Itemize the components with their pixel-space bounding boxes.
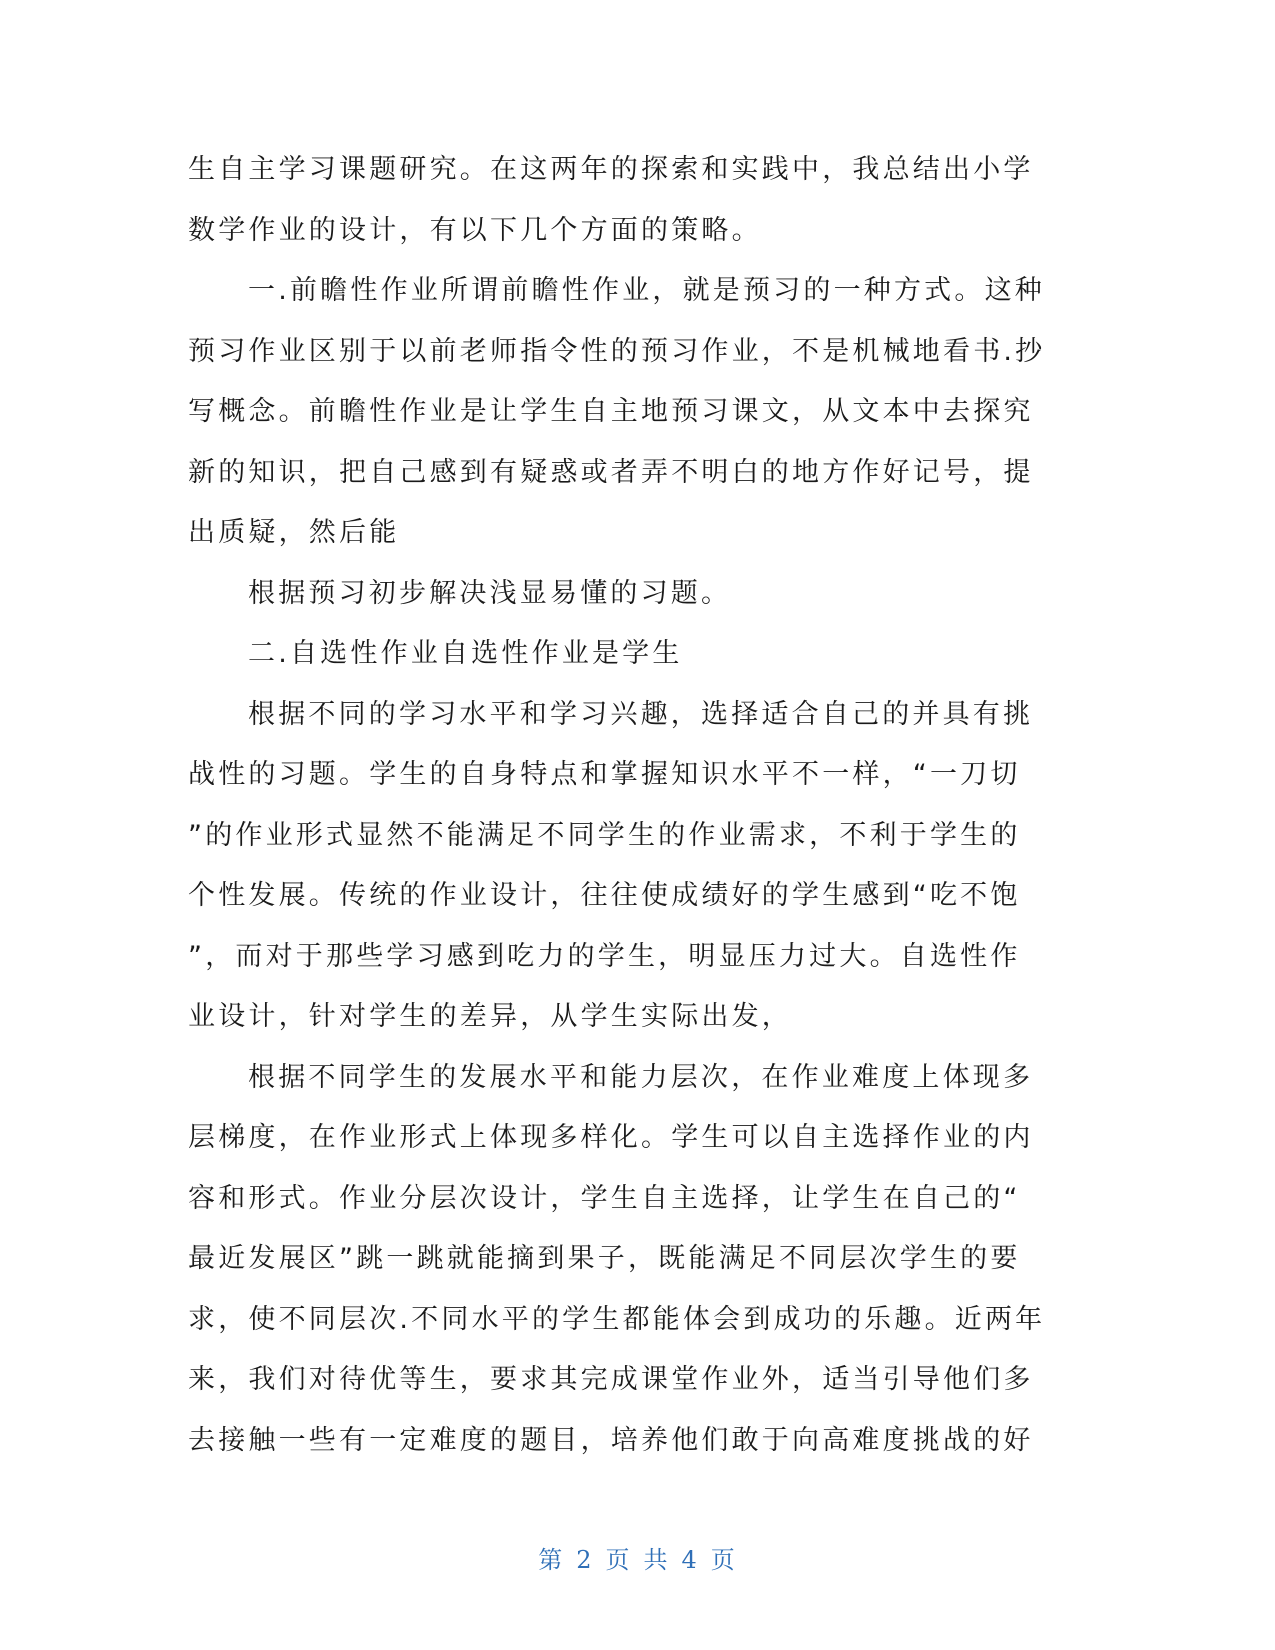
document-body [188,140,1068,1471]
text-line: 战性的习题。学生的自身特点和掌握知识水平不一样，“一刀切 [188,759,1021,790]
text-line: 一.前瞻性作业所谓前瞻性作业，就是预习的一种方式。这种 [248,275,1045,306]
text-line: 容和形式。作业分层次设计，学生自主选择，让学生在自己的“ [188,1182,1021,1214]
text-line: 个性发展。传统的作业设计，往往使成绩好的学生感到“吃不饱 [188,880,1021,911]
text-line: 二.自选性作业自选性作业是学生 [248,638,683,669]
page-footer [0,1540,1275,1575]
text-line: ”，而对于那些学习感到吃力的学生，明显压力过大。自选性作 [188,940,1021,972]
text-line: 数学作业的设计，有以下几个方面的策略。 [188,214,762,246]
text-line: 预习作业区别于以前老师指令性的预习作业，不是机械地看书.抄 [188,335,1046,367]
text-line: 新的知识，把自己感到有疑惑或者弄不明白的地方作好记号，提 [188,456,1034,488]
text-line: 业设计，针对学生的差异，从学生实际出发， [188,1001,792,1032]
text-line: 根据不同的学习水平和学习兴趣，选择适合自己的并具有挑 [248,698,1034,730]
footer-current-page: 2 [576,1546,594,1574]
text-line: 层梯度，在作业形式上体现多样化。学生可以自主选择作业的内 [188,1122,1034,1153]
text-line: 根据不同学生的发展水平和能力层次，在作业难度上体现多 [248,1061,1034,1093]
text-line: 最近发展区”跳一跳就能摘到果子，既能满足不同层次学生的要 [188,1243,1021,1274]
text-line: 求，使不同层次.不同水平的学生都能体会到成功的乐趣。近两年 [188,1303,1046,1335]
text-line: 出质疑，然后能 [188,517,400,548]
text-line: 来，我们对待优等生，要求其完成课堂作业外，适当引导他们多 [188,1364,1034,1395]
text-line: 去接触一些有一定难度的题目，培养他们敢于向高难度挑战的好 [188,1424,1034,1456]
footer-total-pages: 4 [681,1546,699,1574]
text-line: 生自主学习课题研究。在这两年的探索和实践中，我总结出小学 [188,154,1034,185]
text-line: 根据预习初步解决浅显易懂的习题。 [248,577,732,609]
text-line: 写概念。前瞻性作业是让学生自主地预习课文，从文本中去探究 [188,396,1034,427]
footer-total-word: 共 [643,1546,670,1574]
text-line: ”的作业形式显然不能满足不同学生的作业需求，不利于学生的 [188,819,1021,851]
footer-prefix: 第 [538,1546,565,1574]
footer-page-word: 页 [605,1546,632,1574]
footer-page-word-2: 页 [710,1546,737,1574]
